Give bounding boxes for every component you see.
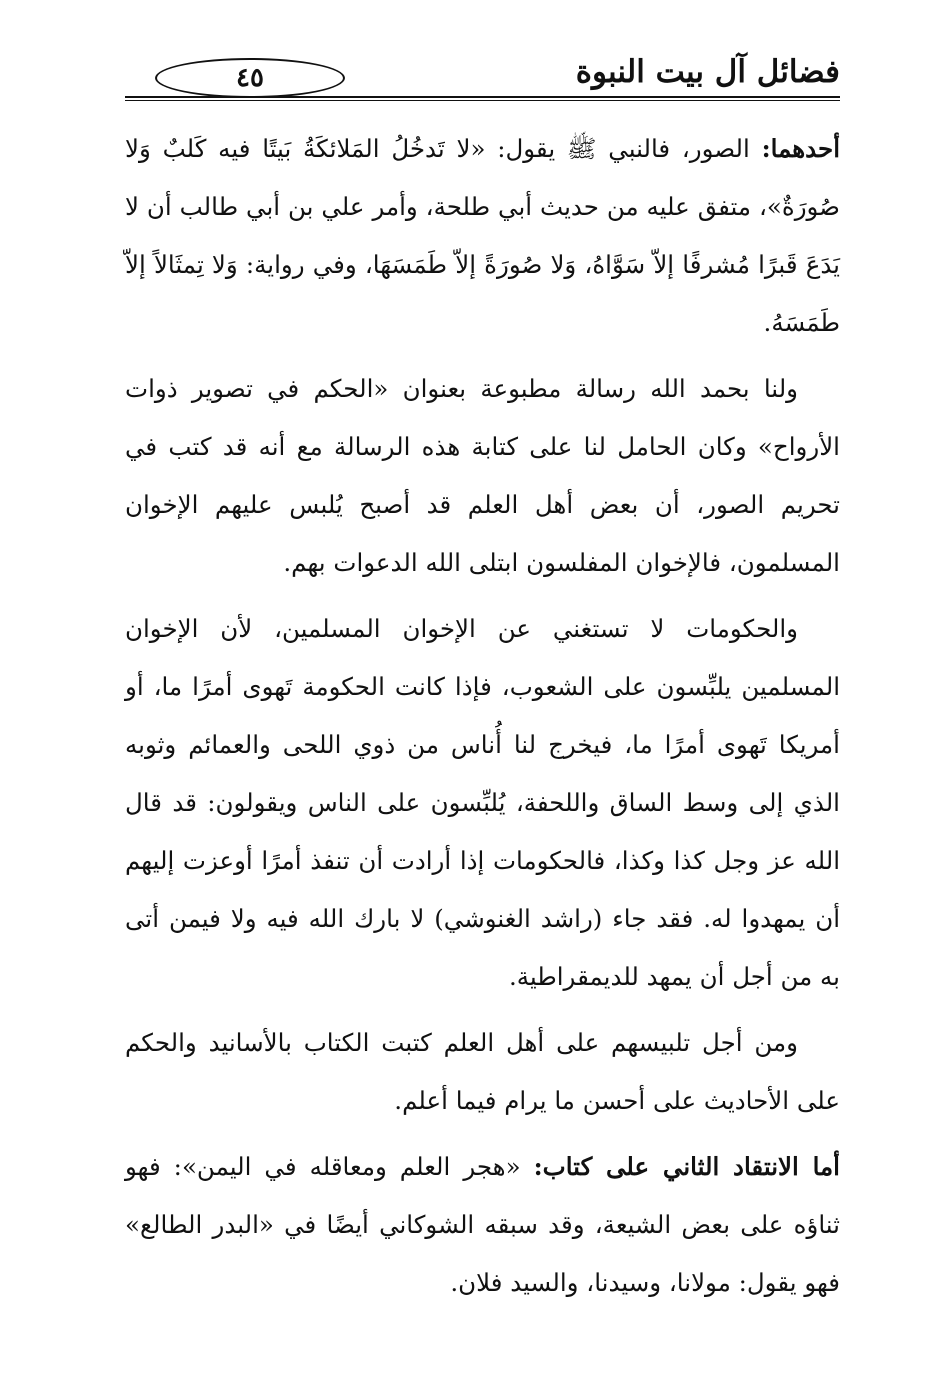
paragraph-2-text: ولنا بحمد الله رسالة مطبوعة بعنوان «الحكم في تصوير ذوات الأرواح» وكان الحامل لنا على كتابة هذه الرسالة مع أنه قد كتب في تحريم الصور، أن بعض أهل العلم قد أصبح يُلبس عليهم الإخوان المسلمون، فالإخوان المفلسون ابتلى الله الدعوات بهم. [125,374,840,577]
page-number-oval [155,58,345,98]
paragraph-1-lead: أحدهما: [761,134,840,163]
paragraph-4 [125,1014,840,1130]
paragraph-2 [125,360,840,592]
paragraph-5 [125,1138,840,1312]
page-number: ٤٥ [236,63,264,93]
text-body [125,120,840,1320]
book-title: فضائل آل بيت النبوة [575,54,840,90]
paragraph-1 [125,120,840,352]
header-rule [125,96,840,101]
paragraph-3-text: والحكومات لا تستغني عن الإخوان المسلمين، لأن الإخوان المسلمين يلبِّسون على الشعوب، فإذا كانت الحكومة تَهوى أمرًا ما، أو أمريكا تَهوى أمرًا ما، فيخرج لنا أُناس من ذوي اللحى والعمائم وثوبه الذي إلى وسط الساق واللحفة، يُلبِّسون على الناس ويقولون: قد قال الله عز وجل كذا وكذا، فالحكومات إذا أرادت أن تنفذ أمرًا أوعزت إليهم أن يمهدوا له. فقد جاء (راشد الغنوشي) لا بارك الله فيه ولا فيمن أتى به من أجل أن يمهد للديمقراطية. [125,614,840,991]
page-header [125,50,840,100]
paragraph-5-lead: أما الانتقاد الثاني على كتاب: [533,1152,840,1181]
paragraph-4-text: ومن أجل تلبيسهم على أهل العلم كتبت الكتاب بالأسانيد والحكم على الأحاديث على أحسن ما يرام فيما أعلم. [125,1028,840,1115]
paragraph-1-text: الصور، فالنبي ﷺ يقول: «لا تَدخُلُ المَلائكَةُ بَيتًا فيه كَلبٌ وَلا صُورَةٌ»، متفق عليه من حديث أبي طلحة، وأمر علي بن أبي طالب أن لا يَدَعَ قَبرًا مُشرفًا إلاّ سَوَّاهُ، وَلا صُورَةً إلاّ طَمَسَهَا، وفي رواية: وَلا تِمثَالاً إلاّ طَمَسَهُ. [125,134,840,337]
paragraph-5-text: «هجر العلم ومعاقله في اليمن»: فهو ثناؤه على بعض الشيعة، وقد سبقه الشوكاني أيضًا في «البدر الطالع» فهو يقول: مولانا، وسيدنا، والسيد فلان. [125,1152,840,1297]
paragraph-3 [125,600,840,1006]
